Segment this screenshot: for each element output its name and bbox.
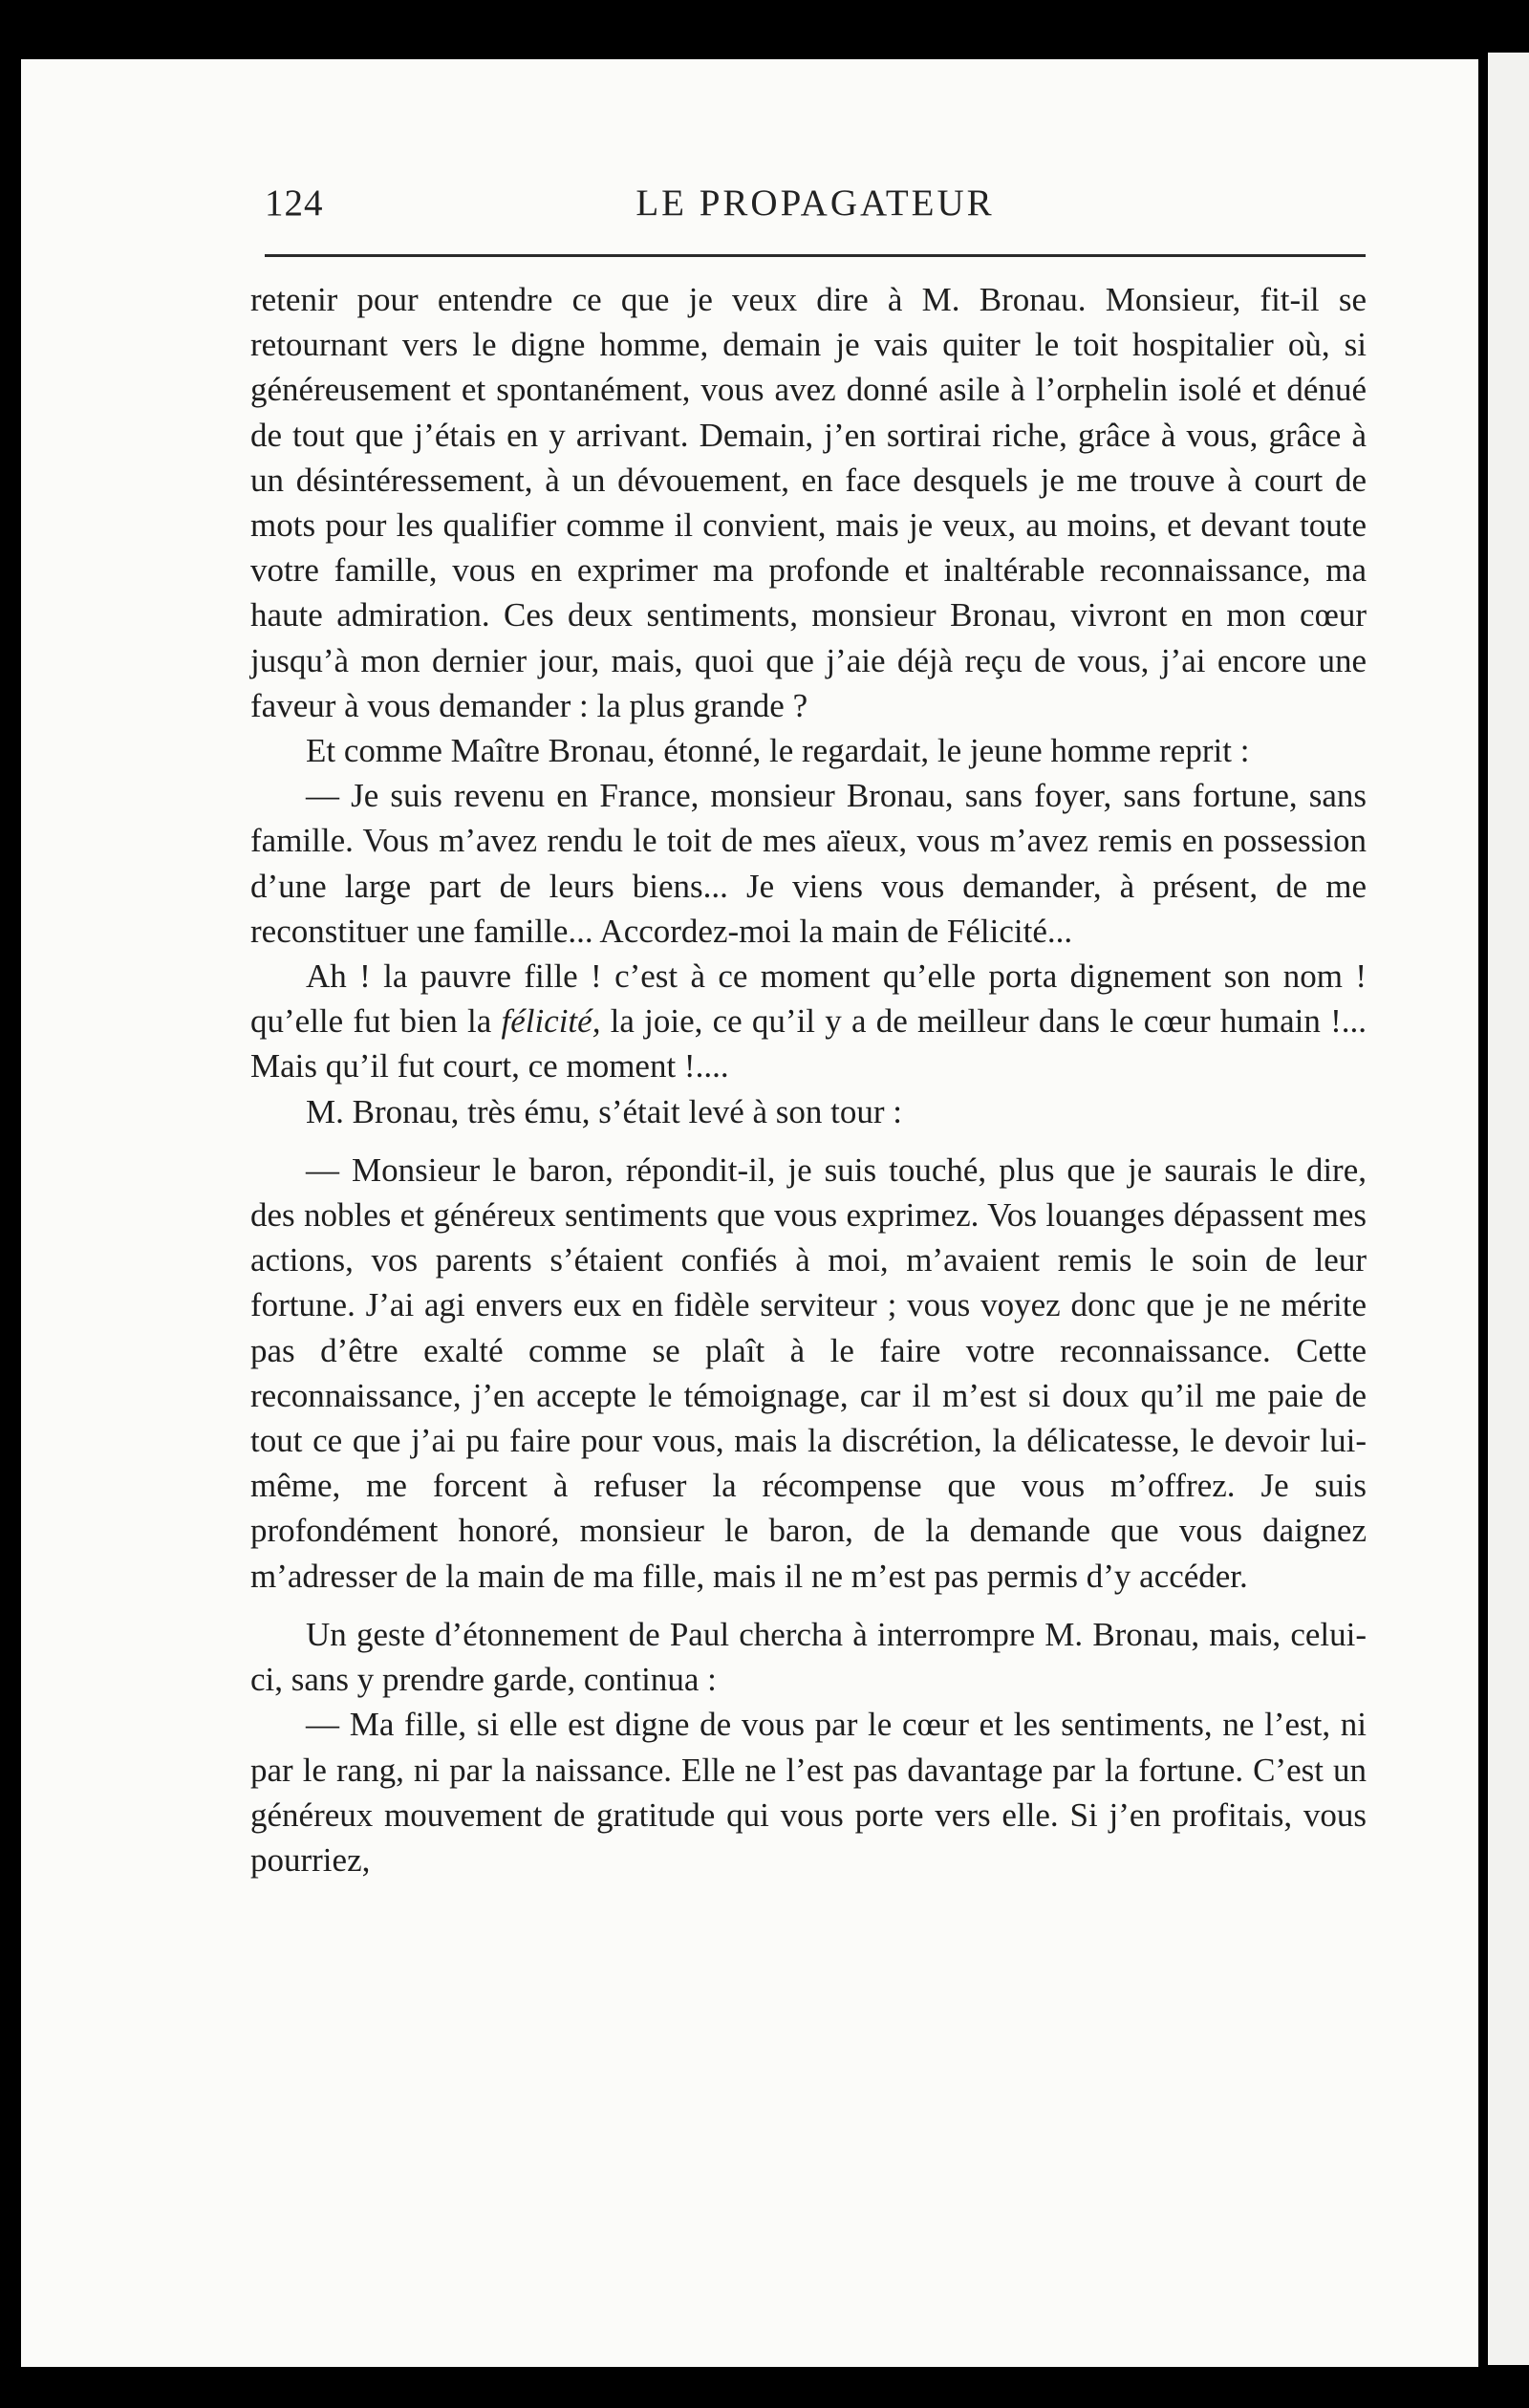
paragraph-1: retenir pour entendre ce que je veux dire à M. Bronau. Monsieur, fit-il se retournant vers le digne homme, demain je vais quiter le toit hospitalier où, si généreusement et spontanément, vous avez donné asile à l’orphelin isolé et dénué de tout que j’étais en y arrivant. Demain, j’en sortirai riche, grâce à vous, grâce à un désintéressement, à un dévouement, en face desquels je me trouve à court de mots pour les qualifier comme il convient, mais je veux, au moins, et devant toute votre famille, vous en exprimer ma profonde et inaltérable reconnaissance, ma haute admiration. Ces deux sentiments, monsieur Bronau, vivront en mon cœur jusqu’à mon dernier jour, mais, quoi que j’aie déjà reçu de vous, j’ai encore une faveur à vous demander : la plus grande ? [250, 281, 1367, 724]
paragraph-7: Un geste d’étonnement de Paul chercha à interrompre M. Bronau, mais, celui-ci, sans y prendre garde, continua : [250, 1615, 1367, 1699]
paragraph-3: — Je suis revenu en France, monsieur Bronau, sans foyer, sans fortune, sans famille. Vous m’avez rendu le toit de mes aïeux, vous m’avez remis en possession d’une large part de leurs biens... Je viens vous demander, à présent, de me reconstituer une famille... Accordez-moi la main de Félicité... [250, 777, 1367, 950]
paragraph-4-italic: félicité, [501, 1002, 601, 1041]
page-number: 124 [265, 183, 324, 224]
paragraph-4-start: Ah ! la pauvre fille ! c’est à ce moment qu’elle porta dignement son nom ! qu’elle fut bien la [250, 957, 1367, 1041]
header-rule [265, 254, 1366, 257]
body-text [250, 277, 1367, 1882]
paragraph-2: Et comme Maître Bronau, étonné, le regardait, le jeune homme reprit : [306, 732, 1250, 770]
paragraph-6: — Monsieur le baron, répondit-il, je suis touché, plus que je saurais le dire, des nobles et généreux sentiments que vous exprimez. Vos louanges dépassent mes actions, vos parents s’étaient confiés à moi, m’avaient remis le soin de leur fortune. J’ai agi envers eux en fidèle serviteur ; vous voyez donc que je ne mérite pas d’être exalté comme se plaît à le faire votre reconnaissance. Cette reconnaissance, j’en accepte le témoignage, car il m’est si doux qu’il me paie de tout ce que j’ai pu faire pour vous, mais la discrétion, la délicatesse, le devoir lui-même, me forcent à refuser la récompense que vous m’offrez. Je suis profondément honoré, monsieur le baron, de la demande que vous daignez m’adresser de la main de ma fille, mais il ne m’est pas permis d’y accéder. [250, 1150, 1367, 1595]
paragraph-4 [250, 954, 1367, 1089]
paragraph-8: — Ma fille, si elle est digne de vous par le cœur et les sentiments, ne l’est, ni par le rang, ni par la naissance. Elle ne l’est pas davantage par la fortune. C’est un généreux mouvement de gratitude qui vous porte vers elle. Si j’en profitais, vous pourriez, [250, 1706, 1367, 1879]
adjacent-page-edge [1488, 53, 1529, 2365]
paragraph-4-end: la joie, ce qu’il y a de meilleur dans le cœur humain !... Mais qu’il fut court, ce moment !.... [250, 1002, 1367, 1086]
paragraph-5: M. Bronau, très ému, s’était levé à son tour : [306, 1092, 903, 1130]
running-title: LE PROPAGATEUR [635, 183, 995, 224]
page-header [265, 182, 1366, 229]
